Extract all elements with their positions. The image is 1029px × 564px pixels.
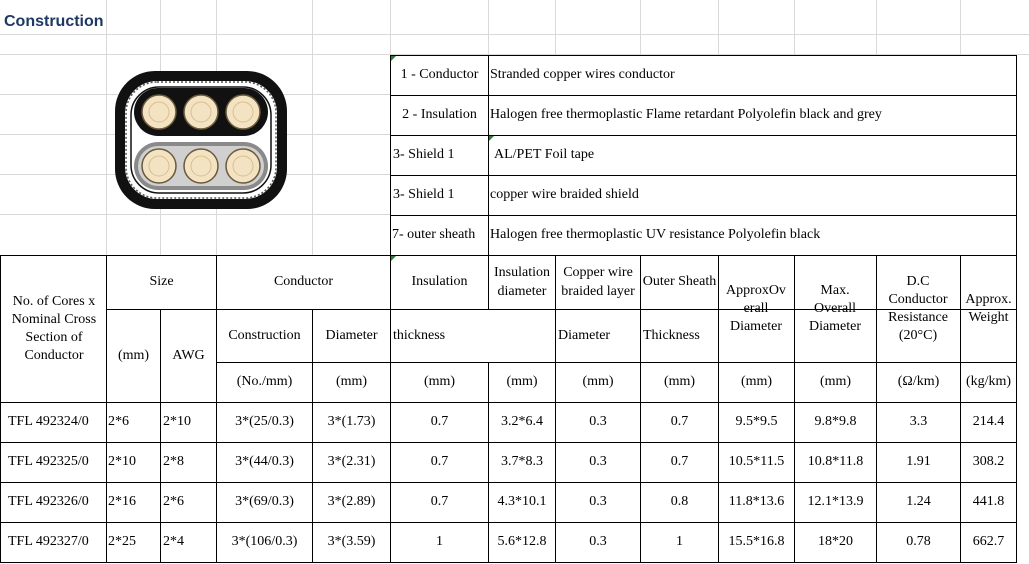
cell-approx-od: 15.5*16.8 (728, 534, 785, 550)
cell-size-awg: 2*4 (163, 534, 184, 550)
cable-cross-section-image (112, 68, 292, 212)
cell-size-mm: 2*25 (108, 534, 136, 550)
cell-sheath: 1 (676, 534, 683, 550)
cell-sheath: 0.7 (670, 414, 689, 430)
cell-diameter: 3*(1.73) (327, 414, 376, 430)
cell-insulation: 1 (436, 534, 443, 550)
cell-insulation-diameter: 4.3*10.1 (497, 494, 547, 510)
cell-insulation-diameter: 3.2*6.4 (501, 414, 543, 430)
cell-approx-od: 10.5*11.5 (728, 454, 785, 470)
header-size: Size (149, 274, 174, 290)
cell-approx-od: 11.8*13.6 (728, 494, 785, 510)
cell-max-od: 10.8*11.8 (807, 454, 864, 470)
header-max-overall-unit: (mm) (819, 374, 852, 390)
cell-sheath: 0.7 (670, 454, 689, 470)
cell-size-awg: 2*8 (163, 454, 184, 470)
cell-diameter: 3*(2.89) (327, 494, 376, 510)
header-insulation: Insulation (411, 274, 468, 290)
cell-diameter: 3*(3.59) (327, 534, 376, 550)
section-title: Construction (4, 13, 104, 30)
header-approx-weight-unit: (kg/km) (965, 374, 1012, 390)
construction-label-shield-foil: 3- Shield 1 (393, 147, 455, 163)
cell-size-mm: 2*16 (108, 494, 136, 510)
cell-insulation: 0.7 (430, 454, 449, 470)
cell-size-mm: 2*10 (108, 454, 136, 470)
cell-insulation: 0.7 (430, 494, 449, 510)
cell-braid: 0.3 (589, 494, 607, 510)
cell-construction: 3*(106/0.3) (231, 534, 298, 550)
construction-label-conductor: 1 - Conductor (400, 67, 479, 83)
header-approx-overall-unit: (mm) (740, 374, 773, 390)
header-approx-weight: Approx. Weight (965, 291, 1012, 325)
cell-braid: 0.3 (589, 454, 607, 470)
cell-part-number: TFL 492325/0 (8, 454, 89, 470)
cell-size-awg: 2*10 (163, 414, 191, 430)
header-dc-resistance-unit: (Ω/km) (897, 374, 940, 390)
header-outer-unit: (mm) (663, 374, 696, 390)
cell-resistance: 1.91 (906, 454, 931, 470)
header-outer-thickness: Thickness (643, 327, 700, 343)
cell-diameter: 3*(2.31) (327, 454, 376, 470)
header-outer-sheath: Outer Sheath (642, 274, 717, 290)
cell-sheath: 0.8 (670, 494, 689, 510)
header-construction: Construction (228, 327, 301, 343)
header-insulation-unit: (mm) (423, 374, 456, 390)
header-dc-resistance: D.C Conductor Resistance (20°C) (888, 273, 948, 344)
header-size-mm: (mm) (117, 347, 150, 363)
cell-part-number: TFL 492324/0 (8, 414, 89, 430)
cell-resistance: 1.24 (906, 494, 931, 510)
header-braided-layer: Copper wire braided layer (561, 265, 635, 299)
construction-desc-conductor: Stranded copper wires conductor (490, 67, 675, 83)
construction-label-outer-sheath: 7- outer sheath (392, 227, 476, 243)
cell-construction: 3*(69/0.3) (235, 494, 294, 510)
header-braided-unit: (mm) (582, 374, 614, 390)
construction-desc-insulation: Halogen free thermoplastic Flame retardant Polyolefin black and grey (490, 107, 882, 123)
header-size-awg: AWG (172, 347, 205, 363)
construction-desc-shield-braid: copper wire braided shield (490, 187, 639, 203)
cell-size-mm: 2*6 (108, 414, 129, 430)
cell-braid: 0.3 (589, 534, 607, 550)
cell-insulation-diameter: 3.7*8.3 (501, 454, 543, 470)
cell-insulation-diameter: 5.6*12.8 (497, 534, 547, 550)
cell-size-awg: 2*6 (163, 494, 184, 510)
construction-label-shield-braid: 3- Shield 1 (393, 187, 455, 203)
construction-desc-outer-sheath: Halogen free thermoplastic UV resistance Polyolefin black (490, 227, 821, 243)
header-insulation-diameter: Insulation diameter (494, 265, 550, 299)
cell-max-od: 18*20 (818, 534, 853, 550)
cell-weight: 308.2 (972, 454, 1005, 470)
cell-resistance: 0.78 (906, 534, 931, 550)
header-braided-diameter: Diameter (558, 327, 611, 343)
header-construction-unit: (No./mm) (236, 374, 293, 390)
header-approx-overall-diameter: ApproxOv erall Diameter (726, 282, 786, 335)
cell-insulation: 0.7 (430, 414, 449, 430)
cell-weight: 441.8 (972, 494, 1005, 510)
cell-max-od: 9.8*9.8 (814, 414, 857, 430)
cell-weight: 214.4 (972, 414, 1005, 430)
cell-max-od: 12.1*13.9 (807, 494, 864, 510)
cell-construction: 3*(25/0.3) (235, 414, 294, 430)
cell-weight: 662.7 (972, 534, 1005, 550)
cell-approx-od: 9.5*9.5 (735, 414, 778, 430)
header-conductor: Conductor (273, 274, 334, 290)
construction-label-insulation: 2 - Insulation (402, 107, 477, 123)
cell-braid: 0.3 (589, 414, 607, 430)
header-diameter-unit: (mm) (335, 374, 368, 390)
cell-construction: 3*(44/0.3) (235, 454, 294, 470)
header-insulation-diameter-unit: (mm) (506, 374, 538, 390)
cell-part-number: TFL 492327/0 (8, 534, 89, 550)
cell-part-number: TFL 492326/0 (8, 494, 89, 510)
construction-desc-shield-foil: AL/PET Foil tape (494, 147, 595, 163)
header-insulation-thickness: thickness (393, 327, 446, 343)
header-diameter: Diameter (325, 327, 378, 343)
cell-resistance: 3.3 (909, 414, 928, 430)
header-cores: No. of Cores x Nominal Cross Section of Conductor (11, 293, 97, 364)
header-max-overall-diameter: Max. Overall Diameter (808, 282, 862, 335)
